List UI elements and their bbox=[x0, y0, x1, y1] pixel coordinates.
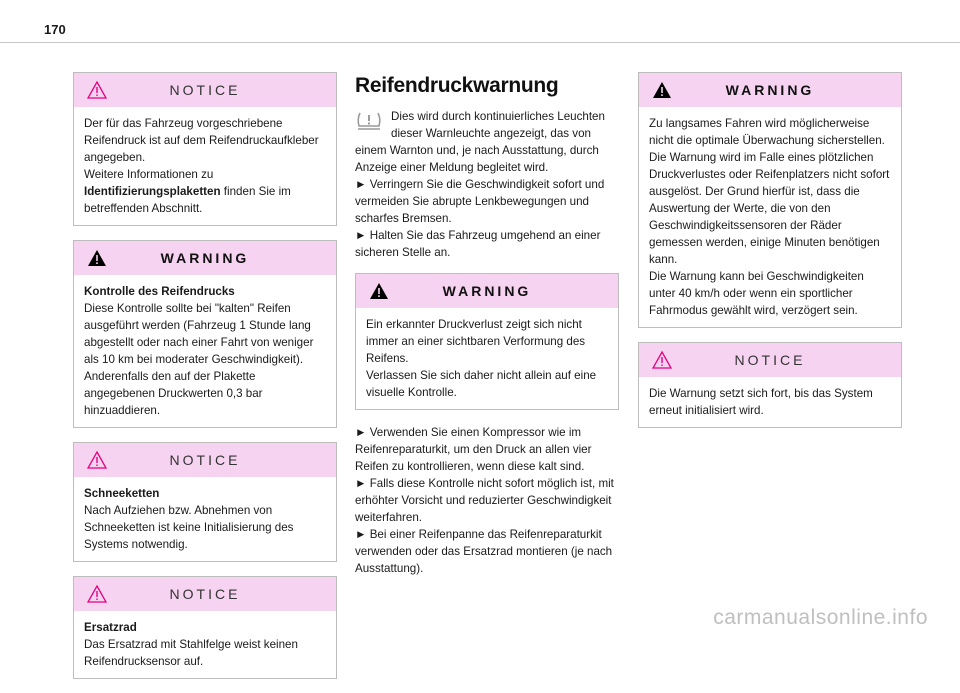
notice-text: Nach Aufziehen bzw. Abnehmen von Schneeketten ist keine Initialisierung des Systems notwendig. bbox=[84, 504, 294, 551]
warning-triangle-icon bbox=[87, 249, 107, 267]
notice-text: finden Sie im betreffenden Abschnitt. bbox=[84, 185, 291, 215]
notice-title: NOTICE bbox=[169, 452, 241, 468]
notice-emphasis: Identifizierungsplaketten bbox=[84, 185, 221, 198]
notice-header bbox=[74, 577, 336, 611]
warning-title: WARNING bbox=[442, 283, 532, 299]
step-text: ► Verwenden Sie einen Kompressor wie im Reifenreparaturkit, um den Druck an allen vier Reifen zu kontrollieren, wenn diese kalt sind. bbox=[355, 426, 592, 473]
notice-heading: Schneeketten bbox=[84, 487, 160, 500]
warning-box-slow-driving bbox=[638, 72, 902, 328]
warning-triangle-icon bbox=[652, 81, 672, 99]
left-column bbox=[73, 72, 337, 693]
notice-text: Der für das Fahrzeug vorgeschriebene Reifendruck ist auf dem Reifendruckaufkleber angegeben. bbox=[84, 117, 319, 164]
warning-text: Die Warnung wird im Falle eines plötzlichen Druckverlustes oder Reifenplatzers nicht sofort ausgelöst. Der Grund hierfür ist, dass die Auswertung der Werte, die von den Geschwindigkeitssensoren der Räder gemessen werden, einige Minuten benötigen kann. bbox=[649, 151, 890, 266]
notice-header bbox=[639, 343, 901, 377]
notice-text: Das Ersatzrad mit Stahlfelge weist keinen Reifendrucksensor auf. bbox=[84, 638, 298, 668]
notice-box-snow-chains bbox=[73, 442, 337, 562]
notice-box-reinitialisation bbox=[638, 342, 902, 428]
section-title: Reifendruckwarnung bbox=[355, 74, 559, 97]
warning-text: Diese Kontrolle sollte bei "kalten" Reifen ausgeführt werden (Fahrzeug 1 Stunde lang abgestellt oder nach einer Fahrt von weniger als 10 km bei moderater Geschwindigkeit). bbox=[84, 302, 314, 366]
warning-header bbox=[356, 274, 618, 308]
right-column bbox=[638, 72, 902, 442]
notice-triangle-icon bbox=[87, 585, 107, 603]
warning-title: WARNING bbox=[160, 250, 250, 266]
notice-box-spare-wheel bbox=[73, 576, 337, 679]
tire-pressure-warning-lamp-icon bbox=[355, 110, 383, 132]
intro-text: Dies wird durch kontinuierliches Leuchten dieser Warnleuchte angezeigt, das von einem Warnton und, je nach Ausstattung, durch Anzeige einer Meldung begleitet wird. bbox=[355, 110, 605, 174]
warning-heading: Kontrolle des Reifendrucks bbox=[84, 285, 235, 298]
step-text: ► Halten Sie das Fahrzeug umgehend an einer sicheren Stelle an. bbox=[355, 229, 601, 259]
notice-triangle-icon bbox=[87, 81, 107, 99]
warning-text: Anderenfalls den auf der Plakette angegebenen Druckwerten 0,3 bar hinzuaddieren. bbox=[84, 370, 263, 417]
notice-heading: Ersatzrad bbox=[84, 621, 137, 634]
warning-text: Zu langsames Fahren wird möglicherweise nicht die optimale Überwachung sicherstellen. bbox=[649, 117, 885, 147]
notice-text: Die Warnung setzt sich fort, bis das System erneut initialisiert wird. bbox=[649, 387, 873, 417]
warning-triangle-icon bbox=[369, 282, 389, 300]
step-text: ► Falls diese Kontrolle nicht sofort möglich ist, mit erhöhter Vorsicht und reduzierter Geschwindigkeit weiterfahren. bbox=[355, 477, 614, 524]
warning-header bbox=[639, 73, 901, 107]
notice-triangle-icon bbox=[652, 351, 672, 369]
page-number: 170 bbox=[44, 22, 66, 37]
notice-text: Weitere Informationen zu bbox=[84, 168, 214, 181]
notice-triangle-icon bbox=[87, 451, 107, 469]
notice-title: NOTICE bbox=[734, 352, 806, 368]
step-text: ► Bei einer Reifenpanne das Reifenreparaturkit verwenden oder das Ersatzrad montieren (je nach Ausstattung). bbox=[355, 528, 613, 575]
middle-column bbox=[355, 72, 619, 577]
warning-title: WARNING bbox=[725, 82, 815, 98]
warning-text: Die Warnung kann bei Geschwindigkeiten unter 40 km/h oder wenn ein sportlicher Fahrmodus gewählt wird, verzögert sein. bbox=[649, 270, 864, 317]
watermark: carmanualsonline.info bbox=[713, 606, 928, 629]
warning-text: Ein erkannter Druckverlust zeigt sich nicht immer an einer sichtbaren Verformung des Reifens. bbox=[366, 318, 586, 365]
warning-header bbox=[74, 241, 336, 275]
notice-header bbox=[74, 443, 336, 477]
warning-box-pressure-check bbox=[73, 240, 337, 428]
notice-box-tire-pressure bbox=[73, 72, 337, 226]
notice-header bbox=[74, 73, 336, 107]
header-divider bbox=[0, 42, 960, 43]
step-text: ► Verringern Sie die Geschwindigkeit sofort und vermeiden Sie abrupte Lenkbewegungen und scharfes Bremsen. bbox=[355, 178, 605, 225]
notice-title: NOTICE bbox=[169, 586, 241, 602]
warning-text: Verlassen Sie sich daher nicht allein auf eine visuelle Kontrolle. bbox=[366, 369, 597, 399]
warning-box-deformation bbox=[355, 273, 619, 410]
notice-title: NOTICE bbox=[169, 82, 241, 98]
